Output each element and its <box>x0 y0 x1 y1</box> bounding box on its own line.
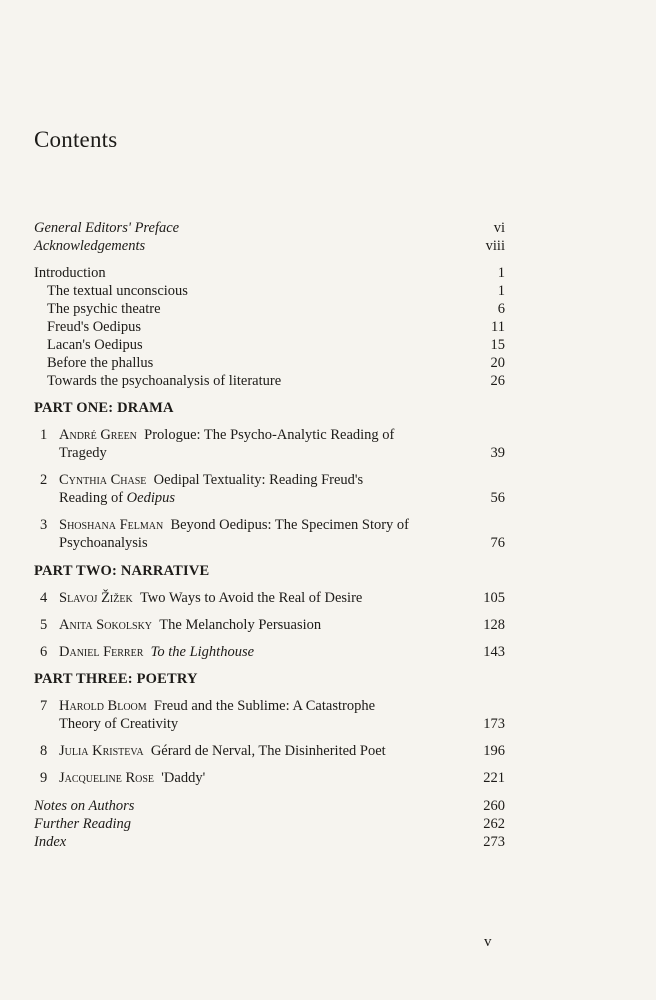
chapter-author: Jacqueline Rose <box>59 770 155 786</box>
chapter-title: Beyond Oedipus: The Specimen Story of <box>170 517 410 533</box>
chapter-author: Cynthia Chase <box>59 472 147 488</box>
chapter-author: André Green <box>59 427 137 443</box>
toc-subentry <box>47 354 505 372</box>
toc-page-number: 56 <box>490 490 505 506</box>
toc-page-number: 105 <box>483 590 505 606</box>
chapter-author: Anita Sokolsky <box>59 617 153 633</box>
toc-entry-label: Freud's Oedipus <box>47 319 142 335</box>
chapter-number: 3 <box>40 517 48 533</box>
toc-page-number: 20 <box>490 355 505 371</box>
chapter-author: Daniel Ferrer <box>59 644 144 660</box>
toc-entry-acknowledgements <box>34 237 505 255</box>
toc-page-number: 11 <box>491 319 505 335</box>
chapter-author: Slavoj Žižek <box>59 590 133 606</box>
toc-entry-further-reading <box>34 815 505 833</box>
toc-entry-label: Index <box>34 834 67 850</box>
chapter-title: To the Lighthouse <box>150 644 255 660</box>
chapter-title: 'Daddy' <box>161 770 206 786</box>
toc-entry-label: The psychic theatre <box>47 301 161 317</box>
toc-entry-introduction <box>34 264 505 282</box>
chapter-author: Shoshana Felman <box>59 517 164 533</box>
toc-page-number: 1 <box>497 283 505 299</box>
toc-subentry <box>47 282 505 300</box>
chapter-title: Two Ways to Avoid the Real of Desire <box>139 590 363 606</box>
toc-subentry <box>47 336 505 354</box>
toc-entry-label: Acknowledgements <box>34 238 146 254</box>
toc-subentry <box>47 300 505 318</box>
toc-page-number: 196 <box>483 743 505 759</box>
chapter-number: 1 <box>40 427 48 443</box>
chapter-title: Oedipal Textuality: Reading Freud's <box>153 472 364 488</box>
chapter-number: 6 <box>40 644 48 660</box>
toc-page-number: 15 <box>490 337 505 353</box>
toc-page-number: 26 <box>490 373 505 389</box>
chapter-author: Julia Kristeva <box>59 743 144 759</box>
toc-entry-preface <box>34 219 505 237</box>
toc-page-number: vi <box>493 220 505 236</box>
chapter-title: Freud and the Sublime: A Catastrophe <box>153 698 376 714</box>
toc-chapter <box>34 697 505 733</box>
toc-entry-label: Before the phallus <box>47 355 154 371</box>
toc-page-number: 260 <box>483 798 505 814</box>
toc-page-number: 273 <box>483 834 505 850</box>
chapter-number: 8 <box>40 743 48 759</box>
toc-page-number: 1 <box>497 265 505 281</box>
chapter-title-cont: Tragedy <box>59 445 107 461</box>
toc-page-number: 128 <box>483 617 505 633</box>
chapter-title: Gérard de Nerval, The Disinherited Poet <box>150 743 386 759</box>
chapter-title-italic: Oedipus <box>126 490 175 506</box>
page-title: Contents <box>34 127 118 152</box>
toc-page-number: 143 <box>483 644 505 660</box>
part-heading: PART TWO: NARRATIVE <box>34 563 210 579</box>
chapter-title-cont: Theory of Creativity <box>59 716 179 732</box>
chapter-number: 9 <box>40 770 48 786</box>
toc-page-number: viii <box>485 238 505 254</box>
part-heading: PART THREE: POETRY <box>34 671 198 687</box>
toc-entry-label: Towards the psychoanalysis of literature <box>47 373 282 389</box>
toc-subentry <box>47 318 505 336</box>
toc-entry-label: Lacan's Oedipus <box>47 337 143 353</box>
toc-entry-label: Further Reading <box>34 816 132 832</box>
toc-page-number: 262 <box>483 816 505 832</box>
toc-page-number: 6 <box>497 301 505 317</box>
toc-entry-label: General Editors' Preface <box>34 220 180 236</box>
toc-page-number: 173 <box>483 716 505 732</box>
toc-page-number: 39 <box>490 445 505 461</box>
chapter-author: Harold Bloom <box>59 698 147 714</box>
toc-subentry <box>47 372 505 390</box>
chapter-number: 4 <box>40 590 48 606</box>
toc-entry-index <box>34 833 505 851</box>
chapter-title-cont: Reading of <box>59 490 127 506</box>
toc-entry-label: Notes on Authors <box>34 798 135 814</box>
toc-chapter <box>34 516 505 552</box>
chapter-title: The Melancholy Persuasion <box>159 617 322 633</box>
toc-entry-label: Introduction <box>34 265 106 281</box>
part-heading: PART ONE: DRAMA <box>34 400 174 416</box>
toc-page-number: 221 <box>483 770 505 786</box>
chapter-number: 7 <box>40 698 48 714</box>
toc-page-number: 76 <box>490 535 505 551</box>
chapter-number: 5 <box>40 617 48 633</box>
toc-chapter <box>34 426 505 462</box>
toc-entry-label: The textual unconscious <box>47 283 188 299</box>
chapter-title-cont: Psychoanalysis <box>59 535 148 551</box>
page-folio: v <box>484 934 492 950</box>
toc-entry-notes <box>34 797 505 815</box>
chapter-number: 2 <box>40 472 48 488</box>
chapter-title: Prologue: The Psycho-Analytic Reading of <box>144 427 395 443</box>
toc-chapter <box>34 471 505 507</box>
